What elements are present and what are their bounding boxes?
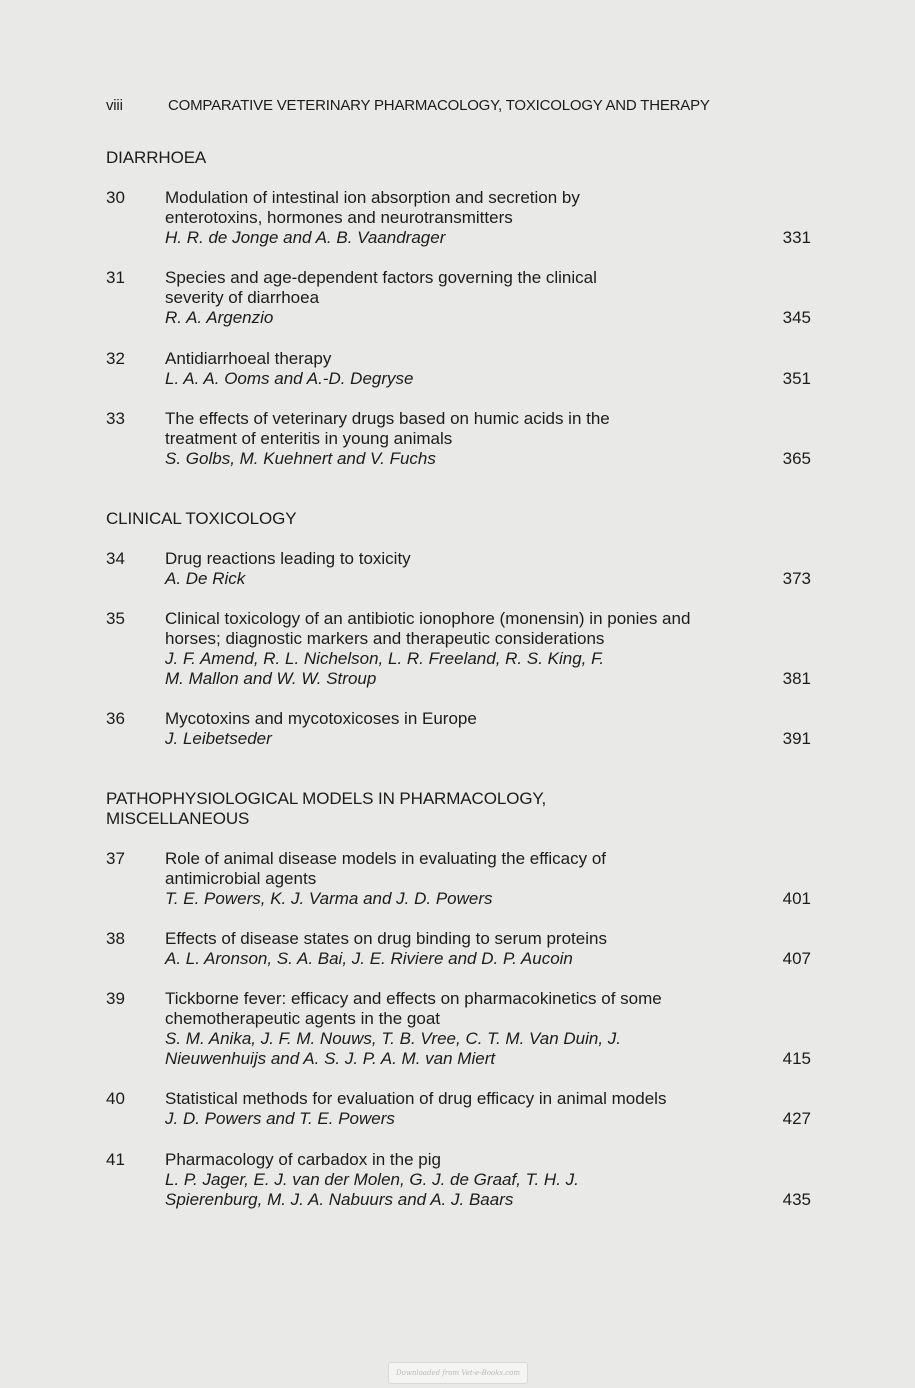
toc-entry-37[interactable] xyxy=(106,849,811,909)
page-number: 365 xyxy=(782,449,811,468)
page-number: 381 xyxy=(782,669,811,688)
chapter-title: The effects of veterinary drugs based on humic acids in the treatment of enteritis in young animals xyxy=(165,409,610,448)
chapter-authors: J. Leibetseder xyxy=(165,729,272,748)
chapter-title: Species and age-dependent factors governing the clinical severity of diarrhoea xyxy=(165,268,597,307)
page-number: 373 xyxy=(782,569,811,588)
chapter-title: Mycotoxins and mycotoxicoses in Europe xyxy=(165,709,477,728)
page-number: 407 xyxy=(782,949,811,968)
chapter-number: 37 xyxy=(106,849,125,868)
page-folio: viii xyxy=(106,97,123,114)
section-heading-diarrhoea: DIARRHOEA xyxy=(106,148,207,167)
chapter-number: 39 xyxy=(106,989,125,1008)
chapter-title: Role of animal disease models in evaluating the efficacy of antimicrobial agents xyxy=(165,849,606,888)
chapter-authors: S. M. Anika, J. F. M. Nouws, T. B. Vree, C. T. M. Van Duin, J. Nieuwenhuijs and A. S. J. P. A. M. van Miert xyxy=(165,1029,622,1068)
chapter-title: Modulation of intestinal ion absorption and secretion by enterotoxins, hormones and neurotransmitters xyxy=(165,188,580,227)
chapter-authors: L. P. Jager, E. J. van der Molen, G. J. de Graaf, T. H. J. Spierenburg, M. J. A. Nabuurs and A. J. Baars xyxy=(165,1170,579,1209)
running-head-title: COMPARATIVE VETERINARY PHARMACOLOGY, TOXICOLOGY AND THERAPY xyxy=(168,97,710,114)
chapter-number: 40 xyxy=(106,1089,125,1108)
toc-entry-35[interactable] xyxy=(106,609,811,689)
chapter-number: 36 xyxy=(106,709,125,728)
section-heading-clinical-toxicology: CLINICAL TOXICOLOGY xyxy=(106,509,297,528)
download-watermark: Downloaded from Vet-e-Books.com xyxy=(388,1362,528,1384)
chapter-number: 30 xyxy=(106,188,125,207)
toc-entry-31[interactable] xyxy=(106,268,811,328)
chapter-authors: J. D. Powers and T. E. Powers xyxy=(165,1109,395,1128)
toc-entry-40[interactable] xyxy=(106,1089,811,1129)
chapter-number: 34 xyxy=(106,549,125,568)
chapter-title: Drug reactions leading to toxicity xyxy=(165,549,411,568)
page-number: 435 xyxy=(782,1190,811,1209)
chapter-title: Clinical toxicology of an antibiotic ionophore (monensin) in ponies and horses; diagnostic markers and therapeutic considerations xyxy=(165,609,691,648)
running-head xyxy=(106,97,855,114)
chapter-authors: R. A. Argenzio xyxy=(165,308,274,327)
chapter-title: Antidiarrhoeal therapy xyxy=(165,349,332,368)
chapter-title: Tickborne fever: efficacy and effects on pharmacokinetics of some chemotherapeutic agents in the goat xyxy=(165,989,662,1028)
page-number: 331 xyxy=(782,228,811,247)
toc-entry-38[interactable] xyxy=(106,929,811,969)
chapter-authors: L. A. A. Ooms and A.-D. Degryse xyxy=(165,369,414,388)
chapter-authors: S. Golbs, M. Kuehnert and V. Fuchs xyxy=(165,449,436,468)
chapter-authors: H. R. de Jonge and A. B. Vaandrager xyxy=(165,228,446,247)
page-number: 401 xyxy=(782,889,811,908)
chapter-authors: T. E. Powers, K. J. Varma and J. D. Powers xyxy=(165,889,493,908)
toc-entry-34[interactable] xyxy=(106,549,811,589)
chapter-authors: A. De Rick xyxy=(165,569,246,588)
page-number: 351 xyxy=(782,369,811,388)
chapter-number: 35 xyxy=(106,609,125,628)
chapter-number: 32 xyxy=(106,349,125,368)
chapter-authors: J. F. Amend, R. L. Nichelson, L. R. Freeland, R. S. King, F. M. Mallon and W. W. Stroup xyxy=(165,649,605,688)
section-heading-pathophysiological-models: PATHOPHYSIOLOGICAL MODELS IN PHARMACOLOGY, MISCELLANEOUS xyxy=(106,789,547,828)
page-number: 345 xyxy=(782,308,811,327)
toc-entry-33[interactable] xyxy=(106,409,811,469)
chapter-number: 33 xyxy=(106,409,125,428)
page-number: 415 xyxy=(782,1049,811,1068)
toc-entry-30[interactable] xyxy=(106,188,811,248)
chapter-number: 31 xyxy=(106,268,125,287)
chapter-authors: A. L. Aronson, S. A. Bai, J. E. Riviere and D. P. Aucoin xyxy=(165,949,573,968)
chapter-title: Effects of disease states on drug binding to serum proteins xyxy=(165,929,607,948)
toc-entry-41[interactable] xyxy=(106,1150,811,1210)
page-number: 427 xyxy=(782,1109,811,1128)
chapter-title: Statistical methods for evaluation of drug efficacy in animal models xyxy=(165,1089,667,1108)
toc-entry-36[interactable] xyxy=(106,709,811,749)
chapter-number: 38 xyxy=(106,929,125,948)
chapter-number: 41 xyxy=(106,1150,125,1169)
toc-entry-39[interactable] xyxy=(106,989,811,1069)
chapter-title: Pharmacology of carbadox in the pig xyxy=(165,1150,441,1169)
page-number: 391 xyxy=(782,729,811,748)
toc-entry-32[interactable] xyxy=(106,349,811,389)
